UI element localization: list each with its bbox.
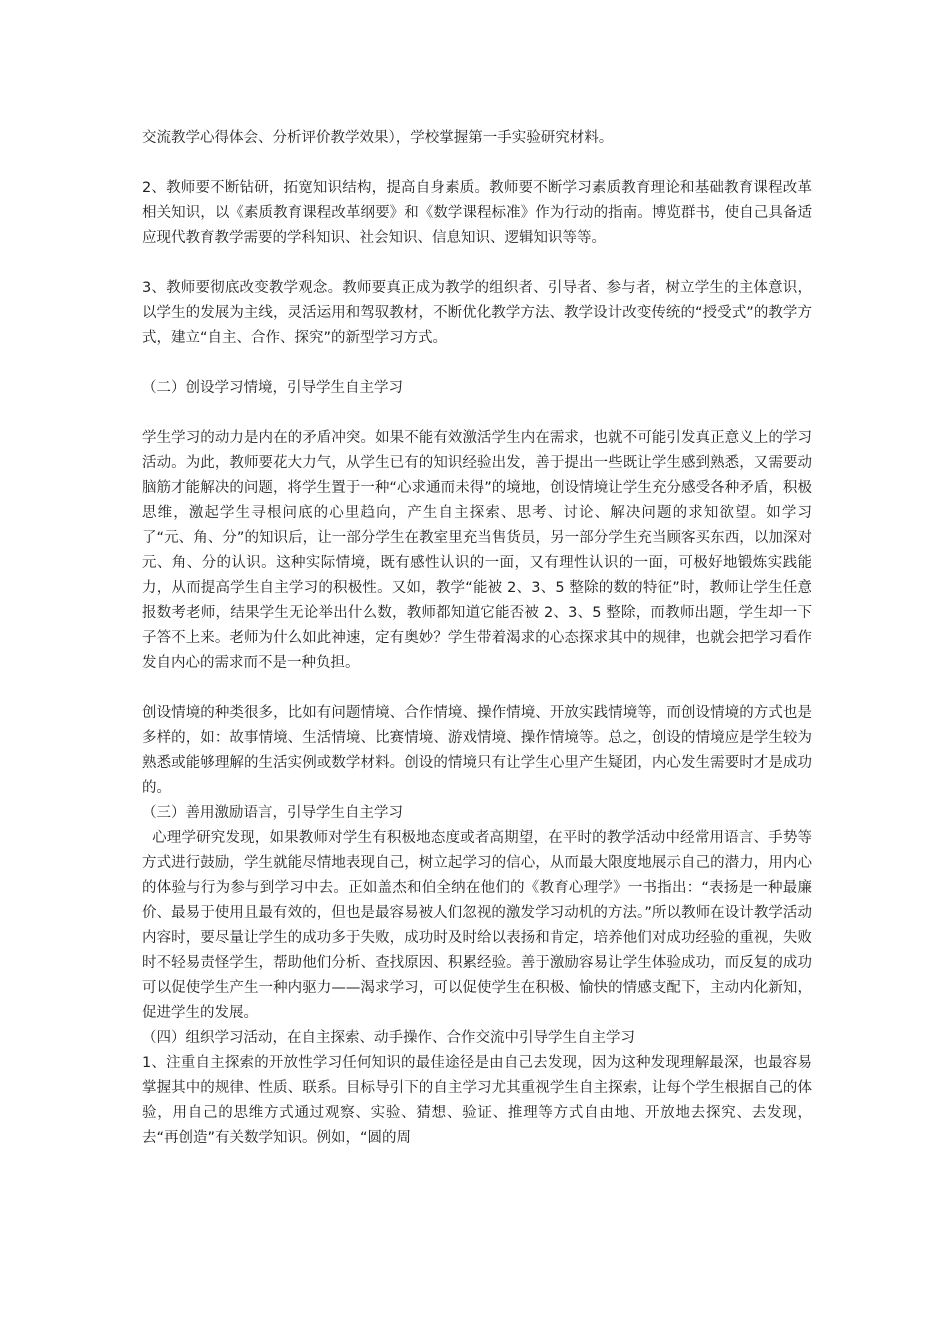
paragraph-learning-situation: 学生学习的动力是内在的矛盾冲突。如果不能有效激活学生内在需求，也就不可能引发真正意义上的学习活动。为此，教师要花大力气，从学生已有的知识经验出发，善于提出一些既让学生感到熟悉，又需要动脑筋才能解决的问题，将学生置于一种“心求通而未得”的境地，创设情境让学生充分感受各种矛盾，积极思维，激起学生寻根问底的心里趋向，产生自主探索、思考、讨论、解决问题的求知欲望。如学习了“元、角、分”的知识后，让一部分学生在教室里充当售货员，另一部分学生充当顾客买东西，以加深对元、角、分的认识。这种实际情境，既有感性认识的一面，又有理性认识的一面，可极好地锻炼实践能力，从而提高学生自主学习的积极性。又如，教学“能被 2、3、5 整除的数的特征”时，教师让学生任意报数考老师，结果学生无论举出什么数，教师都知道它能否被 2、3、5 整除，而教师出题，学生却一下子答不上来。老师为什么如此神速，定有奥妙？学生带着渴求的心态探求其中的规律，也就会把学习看作发自内心的需求而不是一种负担。 xyxy=(142,430,812,671)
section-heading-4: （四）组织学习活动，在自主探索、动手操作、合作交流中引导学生自主学习 xyxy=(142,1030,635,1046)
section-heading-2: （二）创设学习情境，引导学生自主学习 xyxy=(142,380,403,396)
paragraph-situation-types: 创设情境的种类很多，比如有问题情境、合作情境、操作情境、开放实践情境等，而创设情境的方式也是多样的，如：故事情境、生活情境、比赛情境、游戏情境、操作情境等。总之，创设的情境应是学生较为熟悉或能够理解的生活实例或数学材料。创设的情境只有让学生心里产生疑团，内心发生需要时才是成功的。 xyxy=(142,705,812,796)
paragraph-exploration: 1、注重自主探索的开放性学习任何知识的最佳途径是由自己去发现，因为这种发现理解最深，也最容易掌握其中的规律、性质、联系。目标导引下的自主学习尤其重视学生自主探索，让每个学生根据自己的体验，用自己的思维方式通过观察、实验、猜想、验证、推理等方式自由地、开放地去探究、去发现，去“再创造”有关数学知识。例如，“圆的周 xyxy=(142,1055,812,1146)
section-heading-3: （三）善用激励语言，引导学生自主学习 xyxy=(142,805,403,821)
paragraph-continuation: 交流教学心得体会、分析评价教学效果），学校掌握第一手实验研究材料。 xyxy=(142,130,614,146)
paragraph-point-3: 3、教师要彻底改变教学观念。教师要真正成为教学的组织者、引导者、参与者，树立学生的主体意识，以学生的发展为主线，灵活运用和驾驭教材，不断优化教学方法、教学设计改变传统的“授受式”的教学方式，建立“自主、合作、探究”的新型学习方式。 xyxy=(142,280,812,346)
document-body xyxy=(142,126,812,1151)
paragraph-encouragement: 心理学研究发现，如果教师对学生有积极地态度或者高期望，在平时的教学活动中经常用语言、手势等方式进行鼓励，学生就能尽情地表现自己，树立起学习的信心，从而最大限度地展示自己的潜力，用内心的体验与行为参与到学习中去。正如盖杰和伯全纳在他们的《教育心理学》一书指出：“表扬是一种最廉价、最易于使用且最有效的，但也是最容易被人们忽视的激发学习动机的方法。”所以教师在设计教学活动内容时，要尽量让学生的成功多于失败，成功时及时给以表扬和肯定，培养他们对成功经验的重视，失败时不轻易责怪学生，帮助他们分析、查找原因、积累经验。善于激励容易让学生体验成功，而反复的成功可以促使学生产生一种内驱力——渴求学习，可以促使学生在积极、愉快的情感支配下，主动内化新知，促进学生的发展。 xyxy=(142,830,812,1021)
paragraph-point-2: 2、教师要不断钻研，拓宽知识结构，提高自身素质。教师要不断学习素质教育理论和基础教育课程改革相关知识，以《素质教育课程改革纲要》和《数学课程标准》作为行动的指南。博览群书，使自己具备适应现代教育教学需要的学科知识、社会知识、信息知识、逻辑知识等等。 xyxy=(142,180,812,246)
